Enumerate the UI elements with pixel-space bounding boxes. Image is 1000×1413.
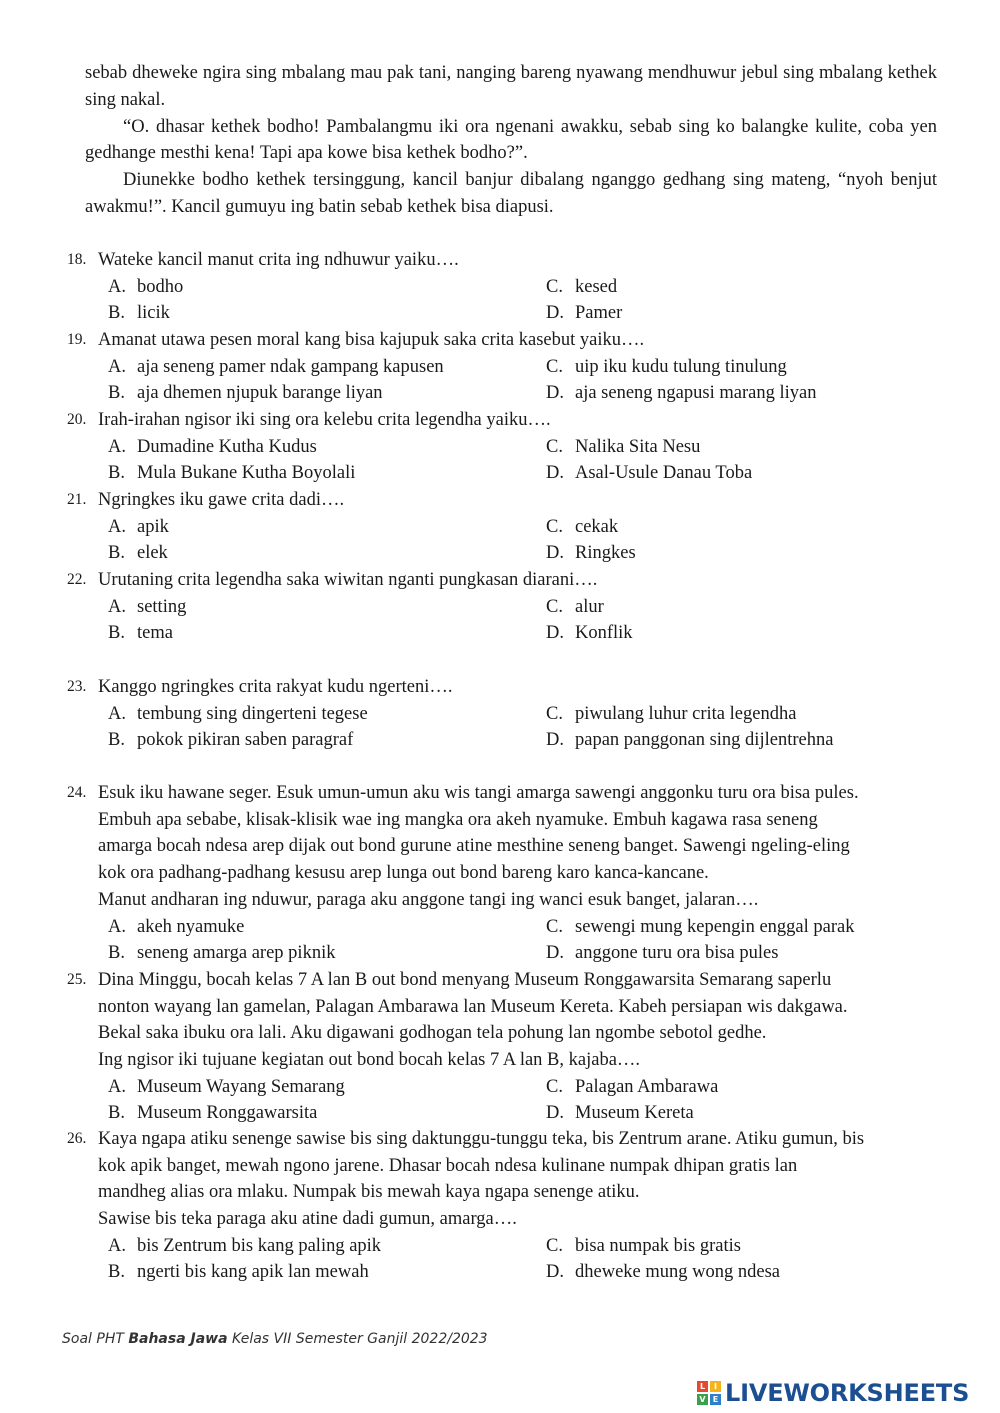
question-text-line: amarga bocah ndesa arep dijak out bond gurune atine mesthine seneng banget. Sawengi ngeling-eling [98, 836, 850, 857]
question-18 [67, 247, 947, 327]
question-number: 20. [67, 411, 87, 428]
question-23 [67, 674, 947, 754]
option-a[interactable]: A. setting [108, 596, 187, 617]
option-a[interactable]: A. akeh nyamuke [108, 916, 245, 937]
option-d[interactable]: D. Ringkes [546, 543, 636, 564]
option-b[interactable]: B. Museum Ronggawarsita [108, 1103, 318, 1124]
question-number: 25. [67, 971, 87, 988]
option-b[interactable]: B. Mula Bukane Kutha Boyolali [108, 463, 356, 484]
story-paragraph: sebab dheweke ngira sing mbalang mau pak tani, nanging bareng nyawang mendhuwur jebul sing mbalang kethek sing nakal. [85, 63, 937, 110]
logo-tile: V [697, 1394, 708, 1405]
question-text: Irah-irahan ngisor iki sing ora kelebu crita legendha yaiku…. [98, 410, 551, 430]
logo-tile: I [710, 1381, 721, 1392]
option-d[interactable]: D. Konflik [546, 623, 633, 644]
question-text-line: nonton wayang lan gamelan, Palagan Ambarawa lan Museum Kereta. Kabeh persiapan wis dakgawa. [98, 996, 848, 1017]
option-d[interactable]: D. Pamer [546, 303, 623, 324]
option-c[interactable]: C. cekak [546, 516, 619, 537]
brand-wordmark: LIVEWORKSHEETS [725, 1379, 970, 1407]
question-text: Esuk iku hawane seger. Esuk umun-umun aku wis tangi amarga sawengi anggonku turu ora bisa pules. [98, 783, 859, 803]
story-passage [85, 60, 937, 221]
question-24 [67, 780, 947, 967]
page-footer: Soal PHT Bahasa Jawa Kelas VII Semester Ganjil 2022/2023 [62, 1331, 488, 1347]
option-b[interactable]: B. seneng amarga arep piknik [108, 943, 336, 964]
liveworksheets-brand[interactable] [697, 1378, 969, 1408]
option-b[interactable]: B. aja dhemen njupuk barange liyan [108, 383, 383, 404]
option-d[interactable]: D. Museum Kereta [546, 1103, 694, 1124]
question-text: Amanat utawa pesen moral kang bisa kajupuk saka crita kasebut yaiku…. [98, 330, 645, 350]
option-c[interactable]: C. kesed [546, 276, 618, 297]
question-20 [67, 407, 947, 487]
question-text-line: Ing ngisor iki tujuane kegiatan out bond bocah kelas 7 A lan B, kajaba…. [98, 1050, 641, 1071]
question-25 [67, 967, 947, 1127]
option-b[interactable]: B. pokok pikiran saben paragraf [108, 730, 354, 751]
logo-tile: E [710, 1394, 721, 1405]
question-number: 19. [67, 331, 87, 348]
option-d[interactable]: D. aja seneng ngapusi marang liyan [546, 383, 817, 404]
question-text-line: Bekal saka ibuku ora lali. Aku digawani godhogan tela pohung lan ngombe sebotol gedhe. [98, 1023, 767, 1044]
option-a[interactable]: A. aja seneng pamer ndak gampang kapusen [108, 356, 444, 377]
option-a[interactable]: A. Dumadine Kutha Kudus [108, 436, 317, 457]
option-b[interactable]: B. licik [108, 303, 170, 324]
question-number: 23. [67, 678, 87, 695]
option-a[interactable]: A. apik [108, 516, 169, 537]
question-text-line: Sawise bis teka paraga aku atine dadi gumun, amarga…. [98, 1209, 517, 1230]
story-paragraph: “O. dhasar kethek bodho! Pambalangmu iki ora ngenani awakku, sebab sing ko balangke kulite, coba yen gedhange mesthi kena! Tapi apa kowe bisa kethek bodho?”. [85, 116, 937, 164]
option-b[interactable]: B. ngerti bis kang apik lan mewah [108, 1262, 369, 1283]
question-26 [67, 1126, 947, 1286]
option-b[interactable]: B. tema [108, 623, 173, 644]
question-number: 26. [67, 1130, 87, 1147]
question-number: 21. [67, 491, 87, 508]
logo-tile: L [697, 1381, 708, 1392]
option-d[interactable]: D. Asal-Usule Danau Toba [546, 463, 753, 484]
option-c[interactable]: C. piwulang luhur crita legendha [546, 703, 797, 724]
option-c[interactable]: C. Nalika Sita Nesu [546, 436, 701, 457]
question-text-line: Embuh apa sebabe, klisak-klisik wae ing mangka ora akeh nyamuke. Embuh kagawa rasa seneng [98, 809, 818, 830]
option-d[interactable]: D. papan panggonan sing dijlentrehna [546, 730, 834, 751]
question-text-line: mandheg alias ora mlaku. Numpak bis mewah kaya ngapa senenge atiku. [98, 1182, 640, 1203]
question-text-line: Manut andharan ing nduwur, paraga aku anggone tangi ing wanci esuk banget, jalaran…. [98, 889, 759, 910]
story-paragraph: Diunekke bodho kethek tersinggung, kancil banjur dibalang nganggo gedhang sing mateng, “nyoh benjut awakmu!”. Kancil gumuyu ing batin sebab kethek bisa diapusi. [85, 170, 937, 217]
question-number: 18. [67, 251, 87, 268]
option-c[interactable]: C. uip iku kudu tulung tinulung [546, 356, 787, 377]
question-text: Urutaning crita legendha saka wiwitan nganti pungkasan diarani…. [98, 570, 598, 590]
question-text: Dina Minggu, bocah kelas 7 A lan B out bond menyang Museum Ronggawarsita Semarang saperlu [98, 970, 832, 990]
option-b[interactable]: B. elek [108, 543, 168, 564]
question-19 [67, 327, 947, 407]
option-c[interactable]: C. bisa numpak bis gratis [546, 1235, 741, 1256]
option-a[interactable]: A. tembung sing dingerteni tegese [108, 703, 368, 724]
option-c[interactable]: C. alur [546, 596, 604, 617]
option-c[interactable]: C. sewengi mung kepengin enggal parak [546, 916, 855, 937]
question-number: 22. [67, 571, 87, 588]
question-number: 24. [67, 784, 87, 801]
question-21 [67, 487, 947, 567]
question-text: Kanggo ngringkes crita rakyat kudu ngerteni…. [98, 677, 453, 697]
option-c[interactable]: C. Palagan Ambarawa [546, 1076, 719, 1097]
question-22 [67, 567, 947, 647]
question-text: Wateke kancil manut crita ing ndhuwur yaiku…. [98, 250, 459, 270]
option-a[interactable]: A. bis Zentrum bis kang paling apik [108, 1235, 382, 1256]
option-a[interactable]: A. bodho [108, 276, 184, 297]
option-d[interactable]: D. anggone turu ora bisa pules [546, 943, 779, 964]
option-d[interactable]: D. dheweke mung wong ndesa [546, 1262, 780, 1283]
option-a[interactable]: A. Museum Wayang Semarang [108, 1076, 345, 1097]
question-text: Kaya ngapa atiku senenge sawise bis sing daktunggu-tunggu teka, bis Zentrum arane. Atiku gumun, bis [98, 1129, 865, 1149]
liveworksheets-logo-icon [697, 1381, 721, 1405]
question-text-line: kok ora padhang-padhang kesusu arep lunga out bond bareng karo kanca-kancane. [98, 863, 709, 884]
question-text: Ngringkes iku gawe crita dadi…. [98, 490, 345, 510]
question-text-line: kok apik banget, mewah ngono jarene. Dhasar bocah ndesa kulinane numpak dhipan gratis lan [98, 1155, 798, 1176]
